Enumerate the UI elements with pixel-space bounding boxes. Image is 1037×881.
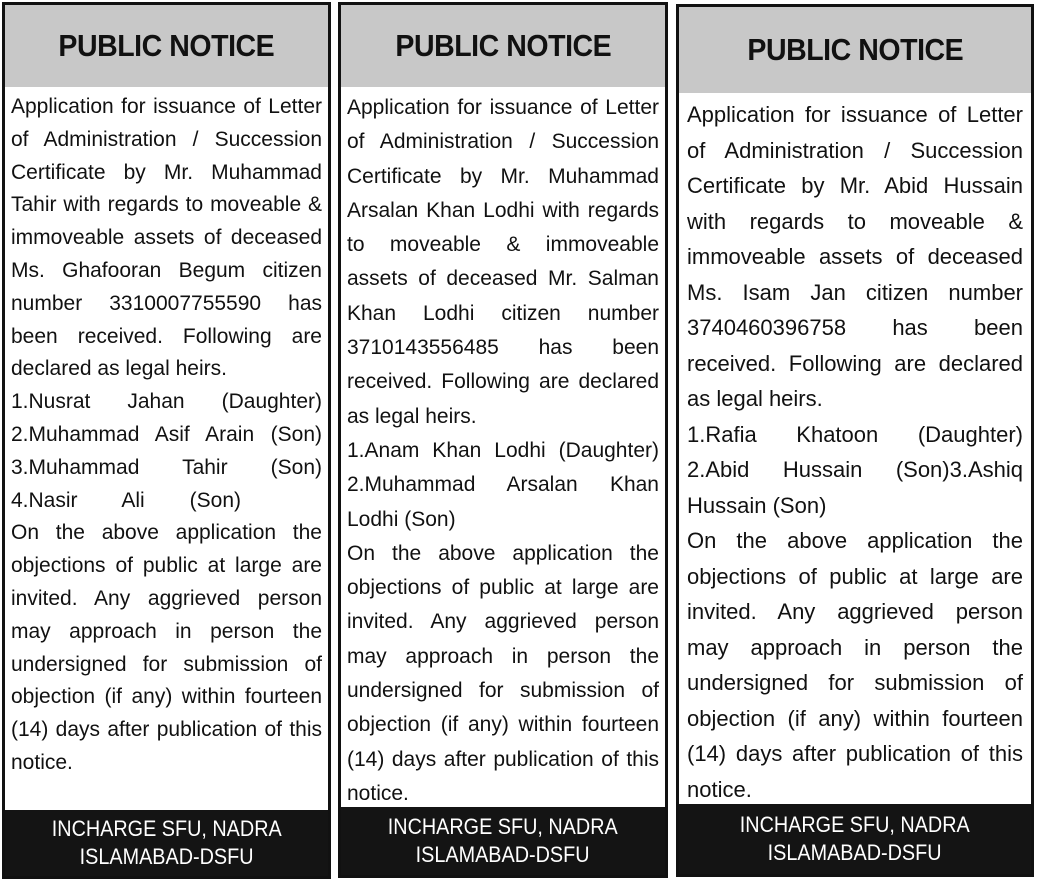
- heir-item: 2.Muhammad Asif Arain (Son): [11, 422, 322, 446]
- heir-item: 1.Anam Khan Lodhi (Daughter): [347, 438, 659, 462]
- objection-text: On the above application the objections of public at large are invited. Any aggrieved person may approach in person the undersigned for submission of objection (if any) within fourteen (14) days after publication of this notice.: [347, 541, 659, 805]
- footer-office: INCHARGE SFU, NADRA: [740, 812, 970, 837]
- heir-item: 2.Muhammad Arsalan Khan Lodhi (Son): [347, 473, 659, 531]
- application-text: Application for issuance of Letter of Administration / Succession Certificate by Mr. Abid Hussain with regards to moveable & immoveable assets of deceased Ms. Isam Jan citizen number 3740460396758 has been received. Following are declared as legal heirs.: [687, 102, 1023, 411]
- notice-footer: [341, 807, 665, 875]
- application-text: Application for issuance of Letter of Administration / Succession Certificate by Mr. Muhammad Tahir with regards to moveable & immoveable assets of deceased Ms. Ghafooran Begum citizen number 3310007755590 has been received. Following are declared as legal heirs.: [11, 95, 322, 381]
- notice-title: PUBLIC NOTICE: [747, 32, 963, 67]
- notice-body: [679, 97, 1031, 807]
- notice-title: PUBLIC NOTICE: [395, 28, 611, 63]
- footer-location: ISLAMABAD-DSFU: [79, 844, 254, 869]
- notice-header: [5, 5, 328, 87]
- heir-item: 4.Nasir Ali (Son): [11, 488, 241, 512]
- objection-text: On the above application the objections of public at large are invited. Any aggrieved person may approach in person the undersigned for submission of objection (if any) within fourteen (14) days after publication of this notice.: [687, 528, 1023, 802]
- notice-title: PUBLIC NOTICE: [58, 28, 275, 63]
- heir-item: 2.Abid Hussain (Son)3.Ashiq Hussain (Son): [687, 457, 1023, 518]
- public-notice-2: [338, 2, 668, 878]
- notice-body: [5, 91, 328, 780]
- application-text: Application for issuance of Letter of Administration / Succession Certificate by Mr. Muhammad Arsalan Khan Lodhi with regards to moveable & immoveable assets of deceased Mr. Salman Khan Lodhi citizen number 3710143556485 has been received. Following are declared as legal heirs.: [347, 96, 659, 428]
- footer-office: INCHARGE SFU, NADRA: [51, 816, 282, 841]
- public-notice-1: [2, 2, 331, 879]
- heir-item: 1.Nusrat Jahan (Daughter): [11, 390, 322, 414]
- heir-item: 1.Rafia Khatoon (Daughter): [687, 421, 1023, 447]
- notice-header: [679, 7, 1031, 93]
- objection-text: On the above application the objections of public at large are invited. Any aggrieved person may approach in person the undersigned for submission of objection (if any) within fourteen (14) days after publication of this notice.: [11, 521, 322, 774]
- heir-item: 3.Muhammad Tahir (Son): [11, 455, 322, 479]
- notice-footer: [5, 810, 328, 876]
- footer-location: ISLAMABAD-DSFU: [416, 842, 590, 867]
- footer-office: INCHARGE SFU, NADRA: [388, 814, 618, 839]
- notice-footer: [679, 804, 1031, 874]
- notice-header: [341, 5, 665, 87]
- public-notice-3: [676, 4, 1034, 877]
- footer-location: ISLAMABAD-DSFU: [768, 840, 942, 865]
- notice-body: [341, 91, 665, 811]
